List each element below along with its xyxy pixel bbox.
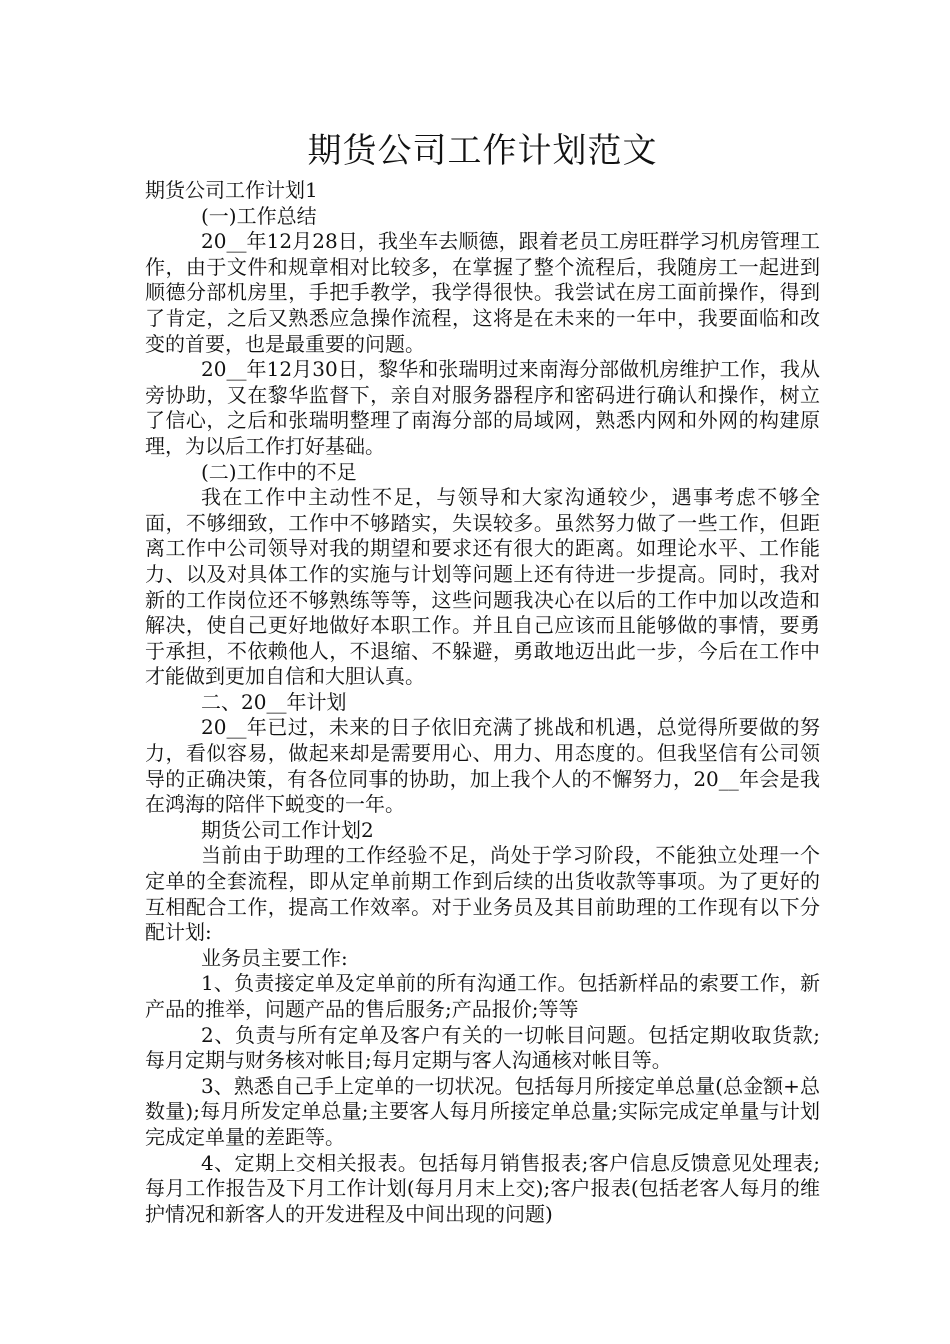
subsection-heading: 二、20__年计划 bbox=[201, 689, 347, 714]
document-title: 期货公司工作计划范文 bbox=[307, 131, 658, 171]
body-paragraph: 当前由于助理的工作经验不足，尚处于学习阶段，不能独立处理一个定单的全套流程，即从定单前期工作到后续的出货收款等事项。为了更好的互相配合工作，提高工作效率。对于业务员及其目前助理的工作现有以下分配计划: bbox=[145, 843, 820, 945]
subsection-heading: (二)工作中的不足 bbox=[201, 459, 357, 484]
section-heading: 期货公司工作计划1 bbox=[145, 178, 318, 202]
body-paragraph: 20__年已过，未来的日子依旧充满了挑战和机遇，总觉得所要做的努力，看似容易，做起来却是需要用心、用力、用态度的。但我坚信有公司领导的正确决策，有各位同事的协助，加上我个人的不懈努力，20__年会是我在鸿海的陪伴下蜕变的一年。 bbox=[145, 715, 820, 817]
subsection-heading: (一)工作总结 bbox=[201, 203, 317, 228]
list-item: 2、负责与所有定单及客户有关的一切帐目问题。包括定期收取货款;每月定期与财务核对帐目;每月定期与客人沟通核对帐目等。 bbox=[145, 1022, 820, 1073]
list-item: 3、熟悉自己手上定单的一切状况。包括每月所接定单总量(总金额+总数量);每月所发定单总量;主要客人每月所接定单总量;实际完成定单量与计划完成定单量的差距等。 bbox=[145, 1073, 820, 1149]
list-item: 4、定期上交相关报表。包括每月销售报表;客户信息反馈意见处理表;每月工作报告及下月工作计划(每月月末上交);客户报表(包括老客人每月的维护情况和新客人的开发进程及中间出现的问题) bbox=[145, 1150, 820, 1226]
document-page bbox=[145, 128, 820, 1227]
list-item: 1、负责接定单及定单前的所有沟通工作。包括新样品的索要工作，新产品的推举，问题产品的售后服务;产品报价;等等 bbox=[145, 971, 820, 1021]
body-paragraph: 20__年12月28日，我坐车去顺德，跟着老员工房旺群学习机房管理工作，由于文件和规章相对比较多，在掌握了整个流程后，我随房工一起进到顺德分部机房里，手把手教学，我学得很快。我尝试在房工面前操作，得到了肯定，之后又熟悉应急操作流程，这将是在未来的一年中，我要面临和改变的首要，也是最重要的问题。 bbox=[145, 229, 820, 356]
body-paragraph: 我在工作中主动性不足，与领导和大家沟通较少，遇事考虑不够全面，不够细致，工作中不够踏实，失误较多。虽然努力做了一些工作，但距离工作中公司领导对我的期望和要求还有很大的距离。如理论水平、工作能力、以及对具体工作的实施与计划等问题上还有待进一步提高。同时，我对新的工作岗位还不够熟练等等，这些问题我决心在以后的工作中加以改造和解决，使自己更好地做好本职工作。并且自己应该而且能够做的事情，要勇于承担，不依赖他人，不退缩、不躲避，勇敢地迈出此一步，今后在工作中才能做到更加自信和大胆认真。 bbox=[145, 485, 820, 689]
section-heading: 期货公司工作计划2 bbox=[201, 817, 374, 842]
subsection-heading: 业务员主要工作: bbox=[201, 945, 348, 970]
body-paragraph: 20__年12月30日，黎华和张瑞明过来南海分部做机房维护工作，我从旁协助，又在黎华监督下，亲自对服务器程序和密码进行确认和操作，树立了信心，之后和张瑞明整理了南海分部的局域网，熟悉内网和外网的构建原理，为以后工作打好基础。 bbox=[145, 357, 820, 458]
